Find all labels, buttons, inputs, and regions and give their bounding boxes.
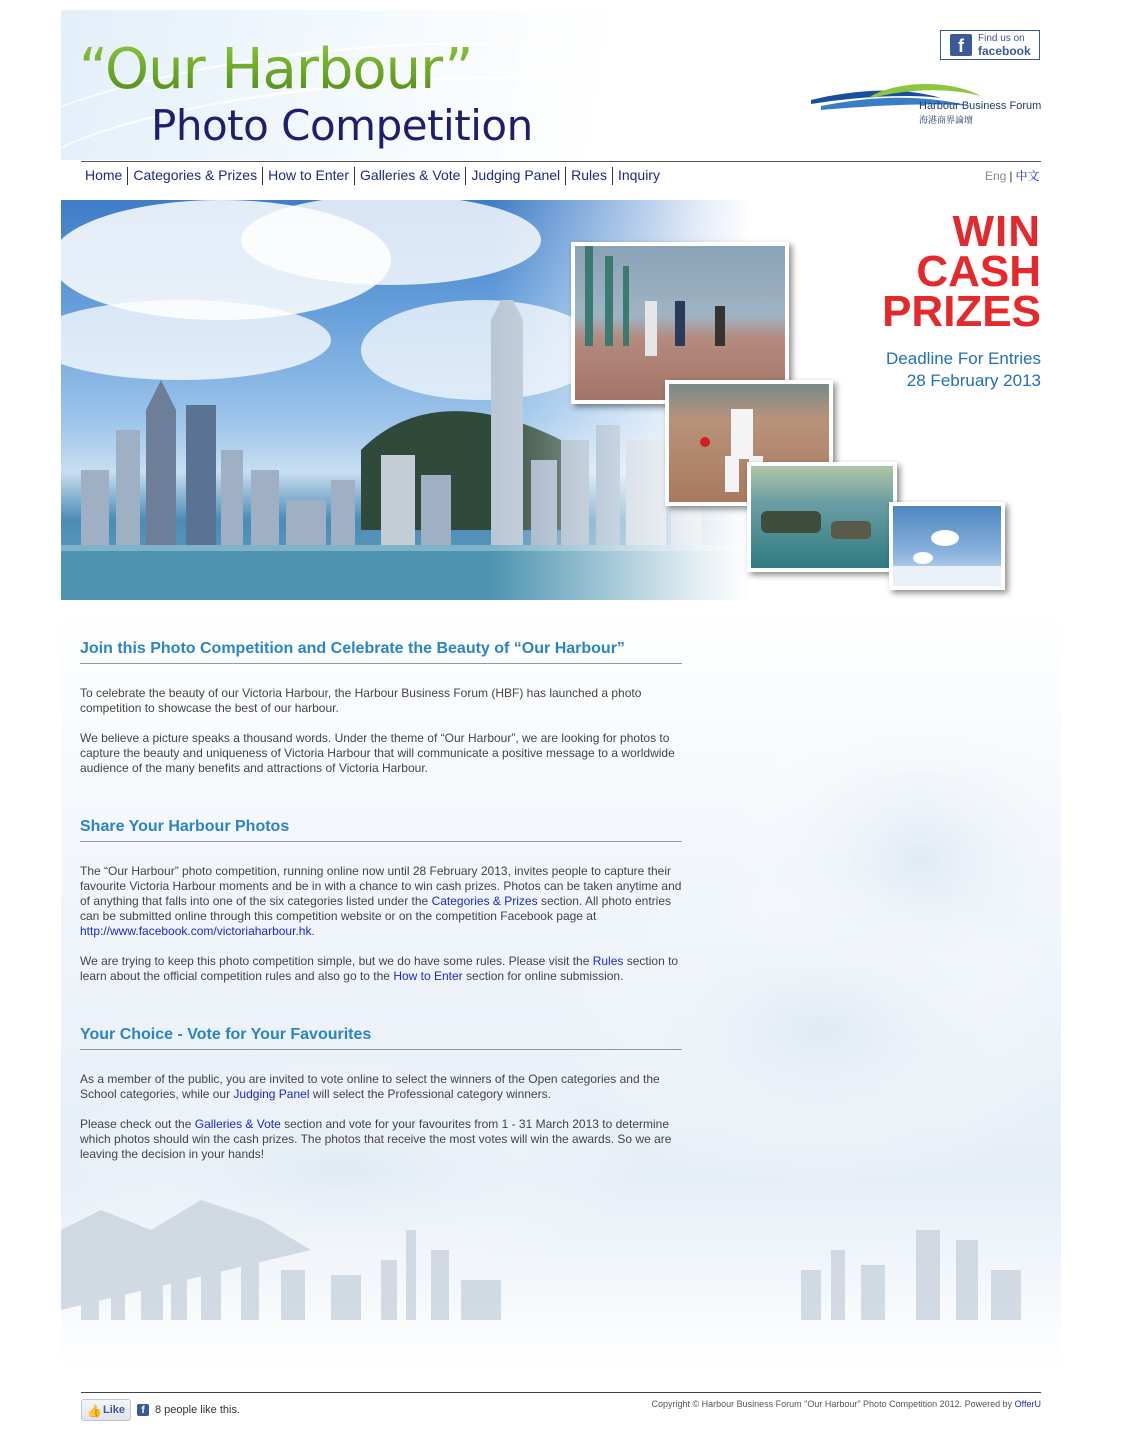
share-p2-text: section to learn about the official competition rules and also go to the [80,954,679,983]
facebook-icon: f [137,1404,149,1416]
share-p2-text: section for online submission. [462,969,624,983]
galleries-vote-link[interactable]: Galleries & Vote [194,1117,281,1131]
share-p2-text: We are trying to keep this photo competition simple, but we do have some rules. Please visit the [80,954,593,968]
footer-divider [81,1392,1041,1393]
section-title-share: Share Your Harbour Photos [80,818,682,842]
win-line1: WIN [952,207,1041,256]
vote-paragraph-2 [80,1117,682,1162]
hero-banner [61,200,1061,600]
win-line2: CASH [916,247,1041,296]
copyright [651,1399,1041,1409]
vote-p2-text: section and vote for your favourites from 1 - 31 March 2013 to determine which photos should win the cash prizes. The photos that receive the most votes will win the awards. So we are leaving the decision in your hands! [80,1117,672,1161]
nav-judging-panel[interactable]: Judging Panel [465,167,565,185]
hbf-org-name-cn: 海港商界論壇 [919,115,974,125]
page [61,10,1061,1429]
thumbs-up-icon: 👍 [87,1404,102,1418]
site-subtitle: Photo Competition [151,101,533,150]
judging-panel-link[interactable]: Judging Panel [233,1087,310,1101]
vote-p1-text: As a member of the public, you are invited to vote online to select the winners of the Open categories and the School categories, while our [80,1072,660,1101]
like-count: 8 people like this. [155,1404,240,1416]
hbf-org-name: Harbour Business Forum [919,100,1042,112]
vote-p1-text: will select the Professional category winners. [309,1087,551,1101]
nav-divider [81,161,1041,162]
site-title: “Our Harbour” [79,37,473,102]
deadline-date: 28 February 2013 [906,371,1041,390]
main-nav [81,167,665,185]
lang-separator: | [1009,169,1013,183]
share-paragraph-1 [80,864,682,939]
facebook-icon: f [950,34,972,56]
main-content [80,640,682,1177]
nav-how-to-enter[interactable]: How to Enter [262,167,354,185]
facebook-like-button[interactable] [81,1399,131,1421]
facebook-page-link[interactable]: http://www.facebook.com/victoriaharbour.hk [80,924,312,938]
vote-p2-text: Please check out the [80,1117,195,1131]
section-title-join: Join this Photo Competition and Celebrate the Beauty of “Our Harbour” [80,640,682,664]
win-cash-prizes-headline [882,207,1041,336]
share-paragraph-2 [80,954,682,984]
nav-categories-prizes[interactable]: Categories & Prizes [127,167,262,185]
nav-inquiry[interactable]: Inquiry [612,167,665,185]
like-label: Like [103,1404,126,1416]
facebook-brand-label: facebook [978,44,1031,58]
categories-prizes-link[interactable]: Categories & Prizes [431,894,538,908]
share-p1-text: section. All photo entries can be submitted online through this competition website or on the competition Facebook page at [80,894,672,923]
join-paragraph-1: To celebrate the beauty of our Victoria Harbour, the Harbour Business Forum (HBF) has launched a photo competition to showcase the best of our harbour. [80,686,642,715]
facebook-find-us-button[interactable] [940,30,1040,60]
nav-rules[interactable]: Rules [565,167,612,185]
lang-english[interactable]: Eng [985,169,1007,183]
share-p1-text: The “Our Harbour” photo competition, running online now until 28 February 2013, invites people to capture their favourite Victoria Harbour moments and be in with a chance to win cash prizes. Photos can be taken anytime and of anything that falls into one of the six categories listed under the [80,864,682,908]
thumb-egrets-photo [889,502,1005,590]
share-p1-text: . [311,924,315,938]
offeru-link[interactable]: OfferU [1014,1399,1041,1409]
deadline-notice [886,348,1041,392]
thumb-boats-photo [747,462,897,572]
facebook-find-label: Find us on [978,33,1025,44]
join-paragraph-2: We believe a picture speaks a thousand words. Under the theme of “Our Harbour”, we are looking for photos to capture the beauty and uniqueness of Victoria Harbour that will communicate a positive message to a worldwide audience of the many benefits and attractions of Victoria Harbour. [80,731,675,775]
copyright-text: Copyright © Harbour Business Forum "Our Harbour" Photo Competition 2012. Powered by [651,1399,1015,1409]
how-to-enter-link[interactable]: How to Enter [393,969,463,983]
header [61,10,1061,160]
win-line3: PRIZES [882,287,1041,336]
language-switcher [985,167,1040,184]
nav-galleries-vote[interactable]: Galleries & Vote [354,167,465,185]
nav-home[interactable]: Home [85,167,123,183]
vote-paragraph-1 [80,1072,682,1102]
lang-chinese[interactable]: 中文 [1015,169,1040,183]
section-title-vote: Your Choice - Vote for Your Favourites [80,1026,682,1050]
rules-link[interactable]: Rules [592,954,624,968]
deadline-label: Deadline For Entries [886,349,1041,368]
